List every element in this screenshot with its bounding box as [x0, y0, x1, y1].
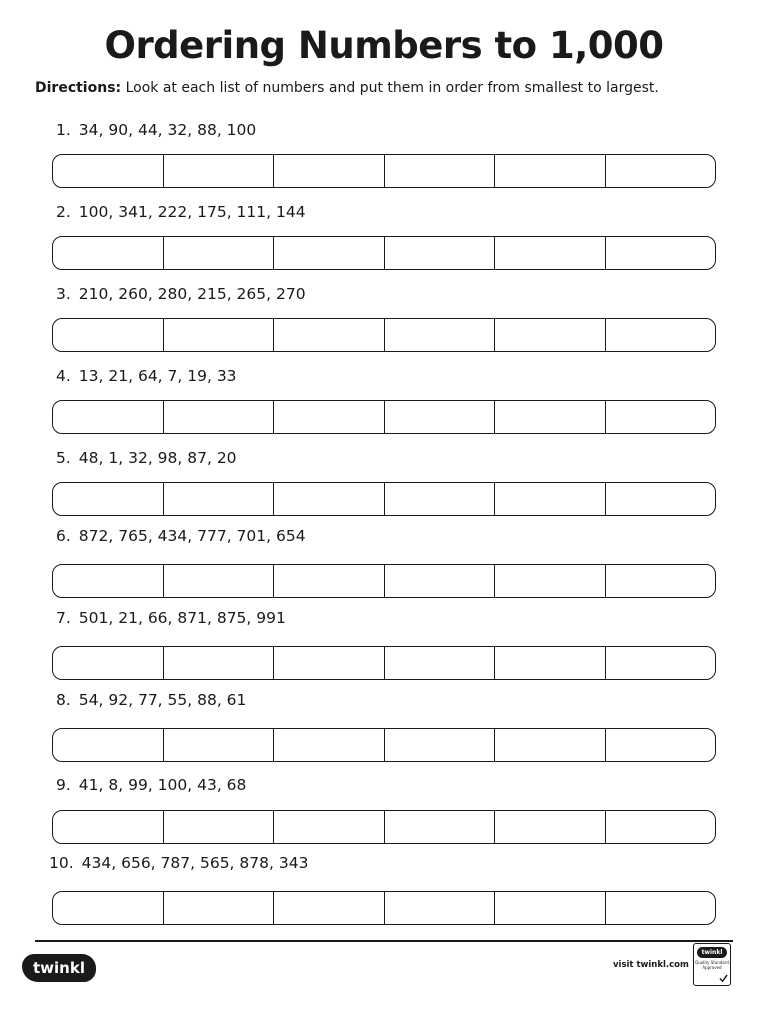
question-number: 8.	[56, 691, 71, 709]
question-label	[56, 449, 237, 467]
answer-box[interactable]	[274, 319, 385, 351]
question-number: 6.	[56, 527, 71, 545]
answer-box[interactable]	[606, 483, 716, 515]
answer-box[interactable]	[385, 401, 496, 433]
answer-box[interactable]	[53, 811, 164, 843]
answer-box[interactable]	[495, 483, 606, 515]
answer-row	[52, 400, 716, 434]
answer-box[interactable]	[385, 565, 496, 597]
number-list: 100, 341, 222, 175, 111, 144	[78, 203, 306, 221]
badge-logo: twinkl	[697, 947, 727, 958]
answer-row	[52, 154, 716, 188]
answer-box[interactable]	[606, 892, 716, 924]
question-number: 5.	[56, 449, 71, 467]
answer-box[interactable]	[53, 729, 164, 761]
number-list: 210, 260, 280, 215, 265, 270	[78, 285, 306, 303]
answer-box[interactable]	[385, 892, 496, 924]
question-label	[56, 285, 306, 303]
answer-box[interactable]	[495, 811, 606, 843]
footer-divider	[35, 940, 733, 942]
answer-box[interactable]	[53, 565, 164, 597]
answer-box[interactable]	[274, 729, 385, 761]
answer-box[interactable]	[495, 729, 606, 761]
question-label	[56, 691, 246, 709]
answer-box[interactable]	[164, 892, 275, 924]
answer-box[interactable]	[606, 155, 716, 187]
answer-box[interactable]	[606, 811, 716, 843]
page-title: Ordering Numbers to 1,000	[104, 24, 664, 67]
answer-box[interactable]	[53, 647, 164, 679]
question-number: 3.	[56, 285, 71, 303]
question-label	[56, 121, 256, 139]
question-label	[56, 203, 306, 221]
answer-box[interactable]	[495, 892, 606, 924]
answer-row	[52, 564, 716, 598]
answer-box[interactable]	[606, 237, 716, 269]
answer-box[interactable]	[274, 811, 385, 843]
number-list: 48, 1, 32, 98, 87, 20	[78, 449, 237, 467]
number-list: 13, 21, 64, 7, 19, 33	[78, 367, 237, 385]
answer-box[interactable]	[606, 729, 716, 761]
answer-box[interactable]	[385, 811, 496, 843]
answer-box[interactable]	[495, 237, 606, 269]
answer-box[interactable]	[606, 319, 716, 351]
question-label	[56, 367, 237, 385]
directions-label: Directions:	[35, 80, 122, 96]
answer-box[interactable]	[495, 647, 606, 679]
answer-box[interactable]	[495, 155, 606, 187]
answer-row	[52, 646, 716, 680]
answer-box[interactable]	[164, 729, 275, 761]
answer-box[interactable]	[164, 319, 275, 351]
answer-box[interactable]	[274, 565, 385, 597]
visit-link[interactable]: visit twinkl.com	[613, 960, 689, 970]
answer-box[interactable]	[53, 401, 164, 433]
answer-box[interactable]	[385, 319, 496, 351]
answer-box[interactable]	[606, 647, 716, 679]
answer-box[interactable]	[274, 892, 385, 924]
answer-box[interactable]	[274, 483, 385, 515]
answer-box[interactable]	[606, 401, 716, 433]
number-list: 34, 90, 44, 32, 88, 100	[78, 121, 257, 139]
question-number: 1.	[56, 121, 71, 139]
answer-box[interactable]	[495, 319, 606, 351]
answer-row	[52, 728, 716, 762]
number-list: 501, 21, 66, 871, 875, 991	[78, 609, 286, 627]
answer-box[interactable]	[274, 401, 385, 433]
directions	[35, 80, 735, 96]
answer-box[interactable]	[164, 401, 275, 433]
number-list: 434, 656, 787, 565, 878, 343	[81, 854, 309, 872]
answer-box[interactable]	[53, 319, 164, 351]
answer-box[interactable]	[164, 647, 275, 679]
answer-row	[52, 318, 716, 352]
answer-box[interactable]	[385, 155, 496, 187]
question-number: 10.	[49, 854, 74, 872]
question-label	[49, 854, 308, 872]
answer-box[interactable]	[164, 811, 275, 843]
answer-box[interactable]	[385, 237, 496, 269]
answer-box[interactable]	[53, 155, 164, 187]
number-list: 41, 8, 99, 100, 43, 68	[78, 776, 247, 794]
question-label	[56, 776, 246, 794]
answer-box[interactable]	[53, 892, 164, 924]
answer-box[interactable]	[274, 647, 385, 679]
question-number: 4.	[56, 367, 71, 385]
answer-row	[52, 891, 716, 925]
answer-box[interactable]	[164, 483, 275, 515]
number-list: 54, 92, 77, 55, 88, 61	[78, 691, 247, 709]
answer-box[interactable]	[53, 483, 164, 515]
answer-box[interactable]	[606, 565, 716, 597]
answer-box[interactable]	[274, 237, 385, 269]
question-label	[56, 527, 306, 545]
quality-badge	[693, 943, 731, 986]
question-label	[56, 609, 286, 627]
answer-row	[52, 810, 716, 844]
answer-box[interactable]	[495, 565, 606, 597]
question-number: 9.	[56, 776, 71, 794]
answer-box[interactable]	[495, 401, 606, 433]
question-number: 7.	[56, 609, 71, 627]
twinkl-logo: twinkl	[22, 954, 96, 982]
answer-box[interactable]	[274, 155, 385, 187]
answer-box[interactable]	[385, 729, 496, 761]
directions-text: Look at each list of numbers and put them in order from smallest to largest.	[125, 80, 659, 96]
answer-box[interactable]	[385, 483, 496, 515]
answer-box[interactable]	[53, 237, 164, 269]
question-number: 2.	[56, 203, 71, 221]
answer-row	[52, 482, 716, 516]
answer-box[interactable]	[164, 155, 275, 187]
answer-box[interactable]	[164, 565, 275, 597]
answer-box[interactable]	[385, 647, 496, 679]
badge-text: Quality Standard Approved	[695, 960, 729, 970]
check-icon	[719, 974, 728, 983]
number-list: 872, 765, 434, 777, 701, 654	[78, 527, 306, 545]
answer-box[interactable]	[164, 237, 275, 269]
answer-row	[52, 236, 716, 270]
